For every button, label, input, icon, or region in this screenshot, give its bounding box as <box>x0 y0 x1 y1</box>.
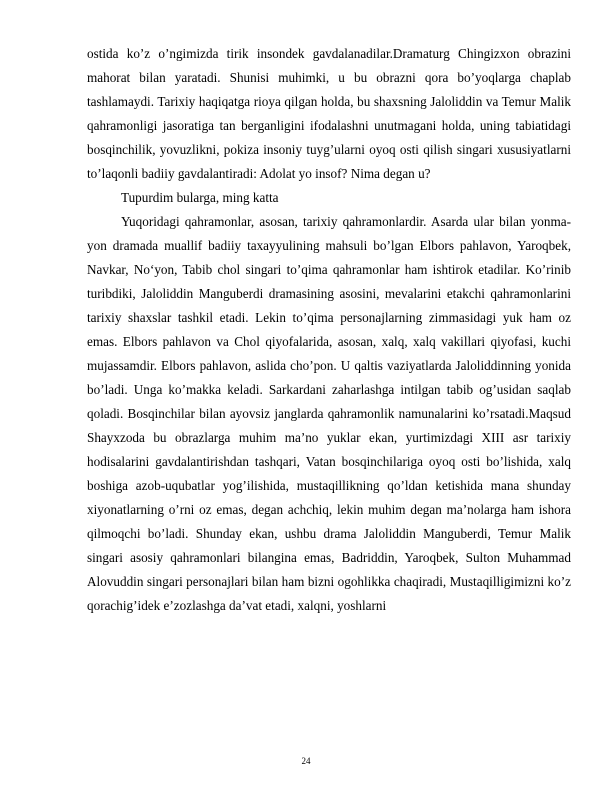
body-text <box>87 42 571 618</box>
page-number: 24 <box>301 756 311 766</box>
paragraph-continuation: ostida ko’z o’ngimizda tirik insondek gavdalanadilar.Dramaturg Chingizxon obrazini mahorat bilan yaratadi. Shunisi muhimki, u bu obrazni qora bo’yoqlarga chaplab tashlamaydi. Tarixiy haqiqatga rioya qilgan holda, bu shaxsning Jaloliddin va Temur Malik qahramonligi jasoratiga tan berganligini ifodalashni unutmagani holda, uning tabiatidagi bosqinchilik, yovuzlikni, pokiza insoniy tuyg’ularni oyoq osti qilish singari xususiyatlarni to’laqonli badiiy gavdalantiradi: Adolat yo insof? Nima degan u? <box>87 46 571 181</box>
paragraph-main: Yuqoridagi qahramonlar, asosan, tarixiy qahramonlardir. Asarda ular bilan yonma-yon dramada muallif badiiy taxayyulining mahsuli bo’lgan Elbors pahlavon, Yaroqbek, Navkar, No‘yon, Tabib chol singari to’qima qahramonlar ham ishtirok etadilar. Ko’rinib turibdiki, Jaloliddin Manguberdi dramasining asosini, mevalarini etakchi qahramonlarini tarixiy shaxslar tashkil etadi. Lekin to’qima personajlarning zimmasidagi yuk ham oz emas. Elbors pahlavon va Chol qiyofalarida, asosan, xalq, xalq vakillari qiyofasi, kuchi mujassamdir. Elbors pahlavon, aslida cho’pon. U qaltis vaziyatlarda Jaloliddinning yonida bo’ladi. Unga ko’makka keladi. Sarkardani zaharlashga intilgan tabib og’usidan saqlab qoladi. Bosqinchilar bilan ayovsiz janglarda qahramonlik namunalarini ko’rsatadi.Maqsud Shayxzoda bu obrazlarga muhim ma’no yuklar ekan, yurtimizdagi XIII asr tarixiy hodisalarini gavdalantirishdan tashqari, Vatan bosqinchilariga oyoq osti bo’lishida, xalq boshiga azob-uqubatlar yog’ilishida, mustaqillikning qo’ldan ketishida mana shunday xiyonatlarning o’rni oz emas, degan achchiq, lekin muhim degan ma’nolarga ham ishora qilmoqchi bo’ladi. Shunday ekan, ushbu drama Jaloliddin Manguberdi, Temur Malik singari asosiy qahramonlari bilangina emas, Badriddin, Yaroqbek, Sulton Muhammad Alovuddin singari personajlari bilan ham bizni ogohlikka chaqiradi, Mustaqilligimizni ko’z qorachig’idek e’zozlashga da’vat etadi, xalqni, yoshlarni <box>87 214 571 613</box>
paragraph-quote-line: Tupurdim bularga, ming katta <box>121 190 279 205</box>
